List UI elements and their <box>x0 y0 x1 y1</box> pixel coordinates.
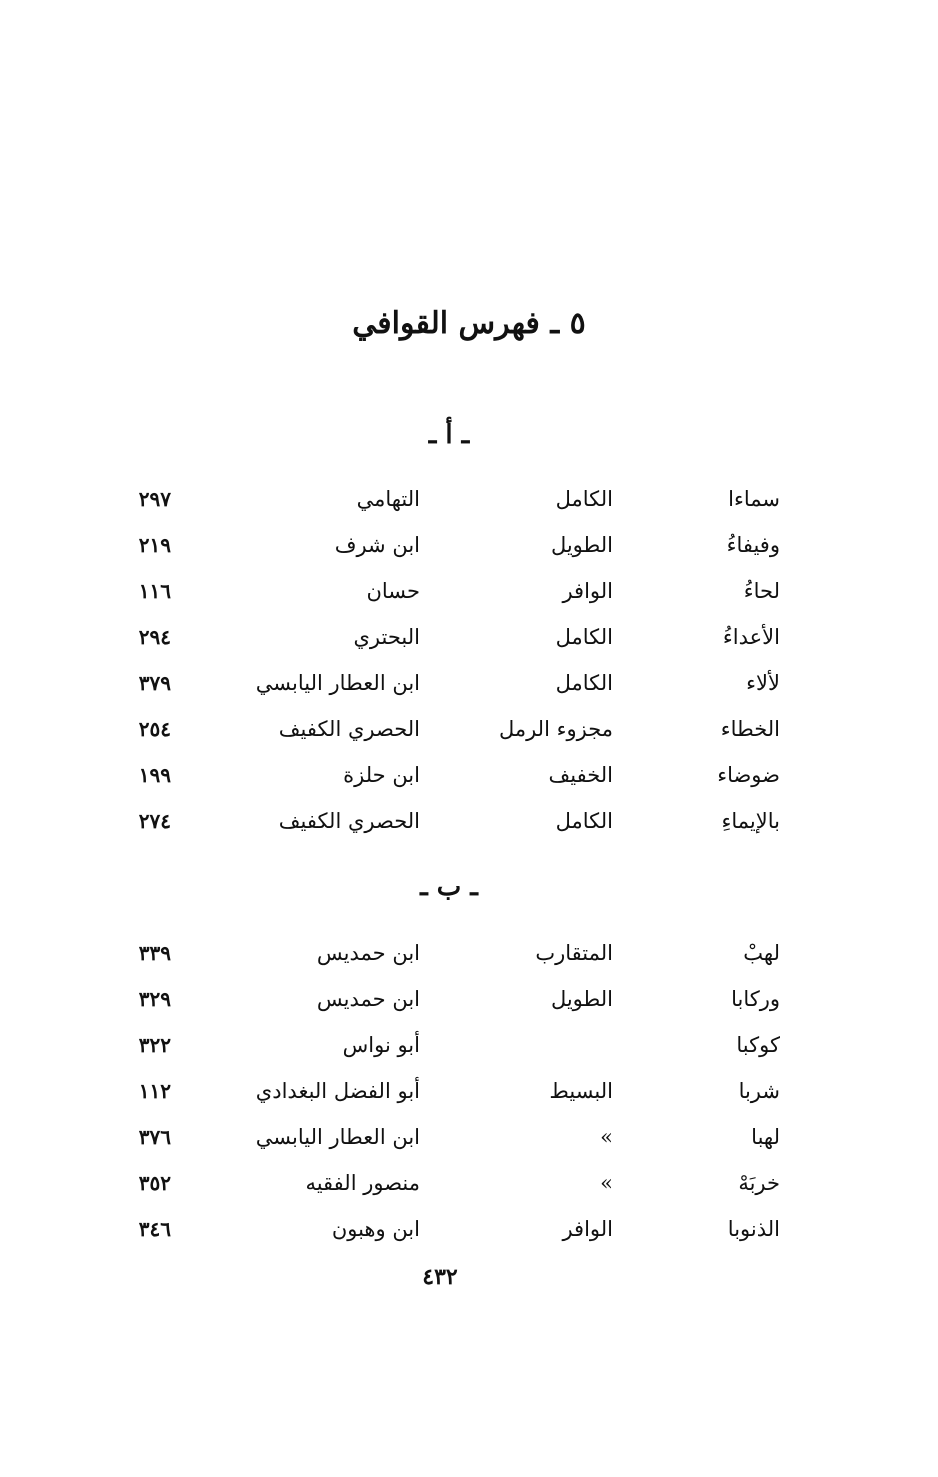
table-row <box>0 660 938 706</box>
page-ref-cell: ٢٥٤ <box>138 717 171 741</box>
poet-cell: ابن العطار اليابسي <box>255 1125 420 1149</box>
section-header-ba: ـ ب ـ <box>420 872 478 902</box>
meter-cell: الكامل <box>555 625 613 649</box>
poet-cell: ابن حمديس <box>316 941 420 965</box>
table-row <box>0 706 938 752</box>
page-ref-cell: ١٩٩ <box>138 763 171 787</box>
page-ref-cell: ٣٣٩ <box>138 941 171 965</box>
page-ref-cell: ١١٦ <box>138 579 171 603</box>
poet-cell: ابن حمديس <box>316 987 420 1011</box>
poet-cell: ابن العطار اليابسي <box>255 671 420 695</box>
section-rows-ba <box>0 930 938 1252</box>
table-row <box>0 752 938 798</box>
page-ref-cell: ٢٧٤ <box>138 809 171 833</box>
meter-cell: البسيط <box>549 1079 613 1103</box>
poet-cell: ابن حلزة <box>343 763 420 787</box>
poet-cell: البحتري <box>353 625 420 649</box>
rhyme-cell: لحاءُ <box>743 579 780 603</box>
poet-cell: الحصري الكفيف <box>278 809 420 833</box>
page-ref-cell: ٣٢٢ <box>138 1033 171 1057</box>
meter-cell: الكامل <box>555 487 613 511</box>
table-row <box>0 476 938 522</box>
rhyme-cell: خربَهْ <box>738 1171 780 1195</box>
table-row <box>0 568 938 614</box>
rhyme-cell: وفيفاءُ <box>726 533 780 557</box>
page-ref-cell: ١١٢ <box>138 1079 171 1103</box>
table-row <box>0 930 938 976</box>
meter-cell: الخفيف <box>548 763 613 787</box>
table-row <box>0 1114 938 1160</box>
table-row <box>0 614 938 660</box>
page-ref-cell: ٣٤٦ <box>138 1217 171 1241</box>
page-title: ٥ ـ فهرس القوافي <box>352 306 586 341</box>
poet-cell: منصور الفقيه <box>305 1171 420 1195</box>
meter-cell: الكامل <box>555 809 613 833</box>
rhyme-cell: سماءا <box>728 487 780 511</box>
meter-cell: الوافر <box>562 579 613 603</box>
poet-cell: أبو الفضل البغدادي <box>255 1079 420 1103</box>
table-row <box>0 1068 938 1114</box>
meter-cell: الطويل <box>550 987 613 1011</box>
table-row <box>0 1022 938 1068</box>
poet-cell: التهامي <box>356 487 420 511</box>
meter-cell: الكامل <box>555 671 613 695</box>
table-row <box>0 976 938 1022</box>
meter-cell: الطويل <box>550 533 613 557</box>
poet-cell: حسان <box>366 579 420 603</box>
table-row <box>0 1160 938 1206</box>
rhyme-cell: وركابا <box>731 987 780 1011</box>
meter-cell: الوافر <box>562 1217 613 1241</box>
rhyme-cell: شربا <box>738 1079 780 1103</box>
rhyme-cell: لألاء <box>746 671 780 695</box>
meter-cell: » <box>600 1171 613 1195</box>
section-header-alif: ـ أ ـ <box>428 420 470 450</box>
rhyme-cell: ضوضاء <box>717 763 780 787</box>
page-ref-cell: ٢٩٤ <box>138 625 171 649</box>
page-ref-cell: ٢١٩ <box>138 533 171 557</box>
page-ref-cell: ٢٩٧ <box>138 487 171 511</box>
rhyme-cell: الخطاء <box>720 717 780 741</box>
rhyme-cell: كوكبا <box>736 1033 780 1057</box>
meter-cell: المتقارب <box>535 941 613 965</box>
meter-cell: » <box>600 1125 613 1149</box>
section-rows-alif <box>0 476 938 844</box>
table-row <box>0 522 938 568</box>
rhyme-cell: بالإيماءِ <box>721 809 780 833</box>
poet-cell: ابن شرف <box>334 533 420 557</box>
table-row <box>0 1206 938 1252</box>
page-ref-cell: ٣٧٩ <box>138 671 171 695</box>
rhyme-cell: لهبا <box>751 1125 780 1149</box>
page-ref-cell: ٣٧٦ <box>138 1125 171 1149</box>
page-ref-cell: ٣٥٢ <box>138 1171 171 1195</box>
table-row <box>0 798 938 844</box>
poet-cell: ابن وهبون <box>331 1217 420 1241</box>
meter-cell: مجزوء الرمل <box>498 717 613 741</box>
page-ref-cell: ٣٢٩ <box>138 987 171 1011</box>
poet-cell: أبو نواس <box>342 1033 420 1057</box>
rhyme-cell: لهبْ <box>743 941 780 965</box>
poet-cell: الحصري الكفيف <box>278 717 420 741</box>
rhyme-cell: الذنوبا <box>727 1217 780 1241</box>
page-number: ٤٣٢ <box>422 1264 458 1290</box>
rhyme-cell: الأعداءُ <box>722 625 780 649</box>
